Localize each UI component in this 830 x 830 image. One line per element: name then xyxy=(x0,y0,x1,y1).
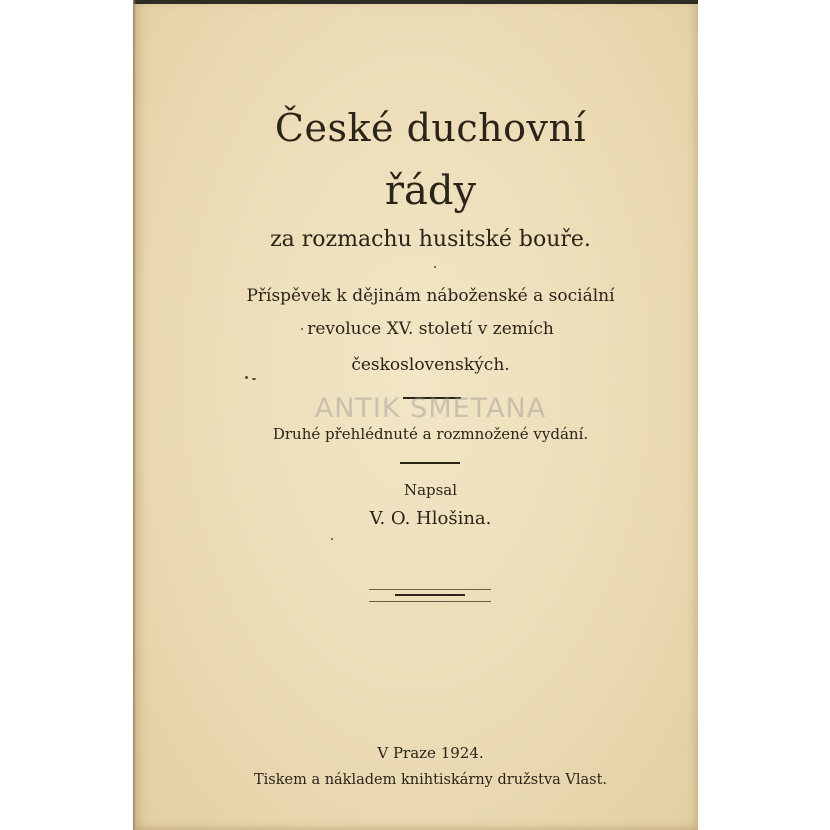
paper-speck xyxy=(434,266,436,268)
paper-speck xyxy=(331,538,333,540)
book-title-line-2: řády xyxy=(384,168,477,214)
edition-note: Druhé přehlédnuté a rozmnožené vydání. xyxy=(272,425,589,443)
description-line-3: československých. xyxy=(351,355,510,375)
ornament-rule-top xyxy=(369,589,491,590)
ornament-rule-middle xyxy=(395,594,465,596)
paper-speck xyxy=(245,376,248,379)
book-subtitle: za rozmachu husitské bouře. xyxy=(270,227,591,252)
divider-rule xyxy=(400,462,460,464)
ornament-rule-bottom xyxy=(369,601,491,602)
description-line-1: Příspěvek k dějinám náboženské a sociální xyxy=(246,286,615,306)
description-line-2: revoluce XV. století v zemích xyxy=(307,319,554,339)
imprint-printer: Tiskem a nákladem knihtiskárny družstva Vlast. xyxy=(253,772,608,788)
watermark: ANTIK SMETANA xyxy=(314,393,547,424)
author-label: Napsal xyxy=(403,481,458,499)
page-top-edge xyxy=(133,0,698,4)
paper-speck xyxy=(301,328,303,330)
book-title-line-1: České duchovní xyxy=(274,106,587,150)
title-page xyxy=(133,0,698,830)
author-name: V. O. Hlošina. xyxy=(369,508,492,529)
paper-speck xyxy=(252,378,256,380)
imprint-place-year: V Praze 1924. xyxy=(377,744,484,762)
